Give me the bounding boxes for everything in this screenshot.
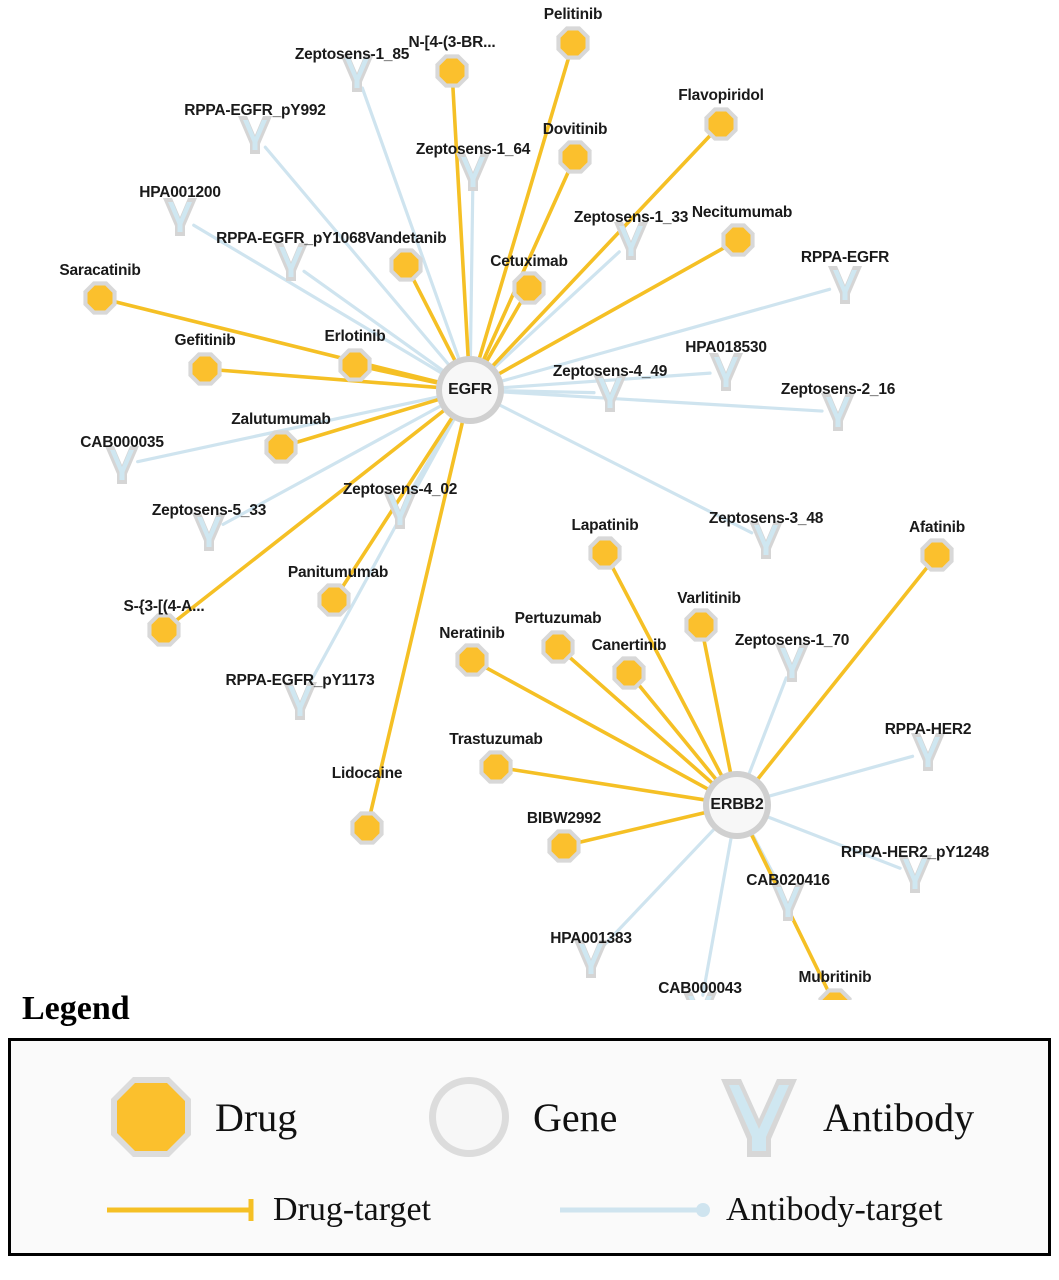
antibody-target-edge-icon: [556, 1193, 716, 1227]
antibody-target-edge: [749, 678, 786, 773]
antibody-target-edge: [470, 188, 472, 356]
drug-node[interactable]: [684, 608, 717, 641]
legend-box: [8, 1038, 1051, 1256]
drug-label: Trastuzumab: [449, 731, 543, 748]
drug-label: Neratinib: [439, 625, 505, 642]
drug-label: Pelitinib: [543, 6, 603, 23]
antibody-label: Zeptosens-4_49: [552, 363, 668, 380]
drug-node[interactable]: [83, 281, 116, 314]
antibody-label: Zeptosens-5_33: [151, 502, 267, 519]
drug-target-edge-icon: [103, 1193, 263, 1227]
antibody-target-edge: [703, 838, 731, 995]
legend-drug-target-label: Drug-target: [273, 1191, 431, 1228]
legend-title: Legend: [22, 990, 130, 1027]
drug-node[interactable]: [188, 352, 221, 385]
drug-target-edge: [453, 87, 468, 356]
drug-label: S-{3-[(4-A...: [123, 598, 205, 615]
drug-node[interactable]: [541, 630, 574, 663]
drug-node[interactable]: [588, 536, 621, 569]
drug-label: Lidocaine: [331, 765, 403, 782]
antibody-node[interactable]: [614, 222, 648, 260]
drug-node[interactable]: [479, 750, 512, 783]
antibody-label: Zeptosens-1_64: [415, 141, 531, 158]
drug-node[interactable]: [512, 271, 545, 304]
legend: [8, 990, 1051, 1256]
antibody-label: Zeptosens-1_33: [573, 209, 689, 226]
antibody-label: Zeptosens-2_16: [780, 381, 896, 398]
drug-node[interactable]: [317, 583, 350, 616]
drug-label: Lapatinib: [571, 517, 639, 534]
drug-node[interactable]: [556, 26, 589, 59]
drug-target-edge: [758, 567, 927, 778]
drug-target-edge: [639, 685, 715, 778]
drug-node[interactable]: [612, 656, 645, 689]
drug-node[interactable]: [455, 643, 488, 676]
drug-label: Pertuzumab: [514, 610, 602, 627]
legend-antibody-label: Antibody: [823, 1094, 975, 1140]
legend-antibody-target-item: [556, 1191, 943, 1229]
antibody-icon: [711, 1069, 807, 1165]
antibody-label: Zeptosens-1_85: [294, 46, 410, 63]
antibody-label: Zeptosens-1_70: [734, 632, 850, 649]
legend-drug-target-item: [103, 1191, 431, 1229]
antibody-label: Zeptosens-4_02: [342, 481, 458, 498]
drug-label: Necitumumab: [691, 204, 793, 221]
drug-node[interactable]: [338, 348, 371, 381]
drug-label: Panitumumab: [287, 564, 389, 581]
legend-drug-item: [103, 1069, 297, 1165]
antibody-node[interactable]: [828, 266, 862, 304]
drug-label: Vandetanib: [365, 230, 447, 247]
antibody-label: RPPA-HER2: [884, 721, 972, 738]
drug-label: Zalutumumab: [231, 411, 331, 428]
antibody-label: RPPA-EGFR_pY1173: [225, 672, 375, 689]
drug-node[interactable]: [350, 811, 383, 844]
drug-node[interactable]: [389, 248, 422, 281]
antibody-label: RPPA-EGFR_pY1068: [216, 230, 366, 247]
drug-icon: [103, 1069, 199, 1165]
antibody-label: RPPA-HER2_pY1248: [840, 844, 990, 861]
legend-gene-item: [421, 1069, 617, 1165]
drug-label: Saracatinib: [59, 262, 141, 279]
gene-icon: [421, 1069, 517, 1165]
antibody-label: CAB000035: [80, 434, 164, 451]
antibody-label: RPPA-EGFR_pY992: [184, 102, 326, 119]
drug-label: N-[4-(3-BR...: [408, 34, 496, 51]
antibody-node[interactable]: [709, 353, 743, 391]
antibody-node[interactable]: [163, 198, 197, 236]
drug-label: Dovitinib: [542, 121, 608, 138]
drug-node[interactable]: [264, 430, 297, 463]
drug-label: Varlitinib: [677, 590, 741, 607]
gene-label: ERBB2: [710, 796, 764, 813]
drug-node[interactable]: [558, 140, 591, 173]
drug-label: Afatinib: [908, 519, 966, 536]
drug-label: Flavopiridol: [678, 87, 764, 104]
antibody-label: CAB020416: [746, 872, 830, 889]
drug-node[interactable]: [547, 829, 580, 862]
drug-node[interactable]: [147, 613, 180, 646]
gene-label: EGFR: [448, 381, 492, 398]
drug-label: Erlotinib: [324, 328, 386, 345]
antibody-label: CAB000043: [658, 980, 742, 997]
antibody-target-edge: [504, 392, 822, 411]
antibody-target-edge: [770, 756, 913, 796]
legend-antibody-item: [711, 1069, 974, 1165]
drug-node[interactable]: [435, 54, 468, 87]
drug-node[interactable]: [704, 107, 737, 140]
legend-antibody-target-label: Antibody-target: [726, 1191, 943, 1228]
legend-gene-label: Gene: [533, 1094, 618, 1140]
drug-target-edge: [512, 769, 704, 799]
drug-target-edge: [371, 368, 437, 382]
legend-drug-label: Drug: [215, 1094, 298, 1140]
antibody-label: HPA001200: [139, 184, 221, 201]
drug-target-edge: [343, 419, 452, 587]
drug-label: Cetuximab: [490, 253, 568, 270]
drug-label: BIBW2992: [526, 810, 602, 827]
drug-node[interactable]: [920, 538, 953, 571]
antibody-label: Zeptosens-3_48: [708, 510, 824, 527]
antibody-label: RPPA-EGFR: [800, 249, 890, 266]
drug-label: Canertinib: [591, 637, 667, 654]
drug-label: Mubritinib: [798, 969, 872, 986]
drug-node[interactable]: [721, 223, 754, 256]
antibody-label: HPA001383: [550, 930, 632, 947]
drug-label: Gefitinib: [174, 332, 236, 349]
antibody-label: HPA018530: [685, 339, 767, 356]
